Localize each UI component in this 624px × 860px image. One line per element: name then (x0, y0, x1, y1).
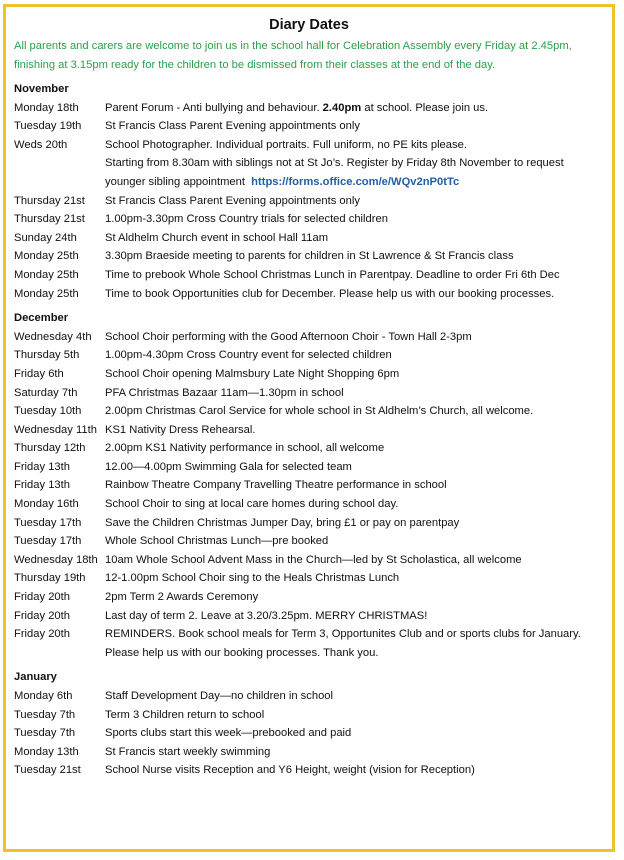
event-date: Monday 25th (14, 250, 79, 263)
event-text: Term 3 Children return to school (105, 708, 265, 721)
event-text: KS1 Nativity Dress Rehearsal. (105, 423, 256, 436)
section-heading-november: November (14, 83, 69, 95)
list-item (14, 402, 604, 421)
event-text: School Nurse visits Reception and Y6 Height, weight (vision for Reception) (105, 764, 475, 777)
event-text: Whole School Christmas Lunch—pre booked (105, 535, 329, 548)
event-text-part: Starting from 8.30am with siblings not at St Jo’s. Register by Friday 8th November to request younger sibling appointment (105, 157, 564, 188)
event-text: Last day of term 2. Leave at 3.20/3.25pm. MERRY CHRISTMAS! (105, 609, 428, 622)
list-item (14, 229, 604, 248)
list-item (14, 476, 604, 495)
section-heading-january: January (14, 671, 57, 684)
list-item (14, 266, 604, 285)
event-date: Tuesday 17th (14, 535, 82, 548)
event-text: Save the Children Christmas Jumper Day, bring £1 or pay on parentpay (105, 516, 460, 529)
event-date: Monday 25th (14, 287, 79, 300)
event-text: St Francis Class Parent Evening appointments only (105, 120, 360, 133)
event-text: 2.00pm KS1 Nativity performance in school, all welcome (105, 442, 385, 455)
event-time-bold: 2.40pm (322, 101, 362, 114)
event-date: Tuesday 7th (14, 708, 76, 721)
event-text: St Francis start weekly swimming (105, 745, 271, 758)
event-text: Time to prebook Whole School Christmas Lunch in Parentpay. Deadline to order Fri 6th Dec (105, 268, 560, 281)
event-date: Tuesday 7th (14, 727, 76, 740)
event-date: Friday 20th (14, 628, 70, 641)
event-text: Staff Development Day—no children in school (105, 690, 334, 702)
event-date: Thursday 5th (14, 349, 80, 362)
event-text: 12-1.00pm School Choir sing to the Heals Christmas Lunch (105, 572, 400, 585)
event-date: Thursday 21st (14, 213, 85, 226)
list-item (14, 588, 604, 607)
list-item (14, 136, 604, 192)
event-date: Friday 20th (14, 591, 70, 604)
list-item (14, 551, 604, 570)
event-date: Friday 13th (14, 460, 70, 473)
list-item (14, 514, 604, 533)
event-text: School Choir performing with the Good Afternoon Choir - Town Hall 2-3pm (105, 330, 472, 343)
booking-link[interactable]: https://forms.office.com/e/WQv2nP0tTc (251, 175, 460, 188)
list-item (14, 625, 604, 662)
list-item (14, 495, 604, 514)
event-text: Rainbow Theatre Company Travelling Theatre performance in school (105, 479, 447, 492)
event-date: Wednesday 4th (14, 330, 92, 343)
event-text: St Francis Class Parent Evening appointments only (105, 194, 360, 207)
event-text-part: Parent Forum - Anti bullying and behaviour. (105, 101, 323, 114)
page-title: Diary Dates (269, 17, 349, 33)
diary-frame (3, 4, 615, 852)
list-item (14, 421, 604, 440)
list-item (14, 743, 604, 762)
list-item (14, 724, 604, 743)
list-item (14, 569, 604, 588)
event-date: Wednesday 11th (14, 423, 97, 436)
event-date: Monday 6th (14, 690, 73, 702)
event-date: Friday 20th (14, 609, 70, 622)
event-text: Sports clubs start this week—prebooked and paid (105, 727, 352, 740)
event-date: Monday 13th (14, 745, 79, 758)
list-item (14, 365, 604, 384)
event-text: St Aldhelm Church event in school Hall 11am (105, 231, 329, 244)
event-date: Monday 16th (14, 498, 79, 511)
diary-content (14, 7, 604, 780)
event-text: 2.00pm Christmas Carol Service for whole school in St Aldhelm’s Church, all welcome. (105, 405, 534, 418)
list-item (14, 439, 604, 458)
list-item (14, 346, 604, 365)
list-item (14, 607, 604, 626)
event-date: Monday 25th (14, 268, 79, 281)
event-text: 12.00—4.00pm Swimming Gala for selected team (105, 460, 352, 473)
event-date: Friday 13th (14, 479, 70, 492)
event-text: 3.30pm Braeside meeting to parents for children in St Lawrence & St Francis class (105, 250, 514, 263)
list-item (14, 761, 604, 780)
list-item (14, 687, 604, 706)
list-item (14, 117, 604, 136)
event-date: Tuesday 10th (14, 405, 82, 418)
event-date: Weds 20th (14, 138, 68, 151)
event-text-line: School Photographer. Individual portraits. Full uniform, no PE kits please. (105, 138, 467, 151)
list-item (14, 285, 604, 304)
event-text: 1.00pm-4.30pm Cross Country event for selected children (105, 349, 392, 362)
event-date: Sunday 24th (14, 231, 77, 244)
event-date: Tuesday 19th (14, 120, 82, 133)
list-item (14, 706, 604, 725)
section-heading-december: December (14, 312, 69, 325)
list-item (14, 247, 604, 266)
event-text: PFA Christmas Bazaar 11am—1.30pm in school (105, 386, 344, 399)
event-text: 1.00pm-3.30pm Cross Country trials for selected children (105, 213, 388, 226)
event-text: REMINDERS. Book school meals for Term 3, Opportunites Club and or sports clubs for January. Please help us with our booking processes. Thank you. (105, 628, 581, 659)
event-date: Saturday 7th (14, 386, 78, 399)
list-item (14, 192, 604, 211)
event-text-part: at school. Please join us. (361, 101, 489, 114)
list-item (14, 532, 604, 551)
event-date: Tuesday 21st (14, 764, 81, 777)
event-date: Thursday 19th (14, 572, 86, 585)
event-date: Wednesday 18th (14, 553, 98, 566)
intro-text: All parents and carers are welcome to join us in the school hall for Celebration Assembly every Friday at 2.45pm, finishing at 3.15pm ready for the children to be dismissed from their classes at the end of the day. (14, 40, 572, 71)
event-text (105, 136, 604, 192)
list-item (14, 384, 604, 403)
event-date: Friday 6th (14, 367, 64, 380)
event-date: Monday 18th (14, 101, 79, 114)
event-text: School Choir to sing at local care homes during school day. (105, 498, 399, 511)
event-date: Thursday 12th (14, 442, 86, 455)
event-text: Time to book Opportunities club for December. Please help us with our booking processes. (105, 287, 555, 300)
event-date: Tuesday 17th (14, 516, 82, 529)
list-item (14, 328, 604, 347)
list-item (14, 458, 604, 477)
event-text (105, 99, 604, 118)
event-text: 2pm Term 2 Awards Ceremony (105, 591, 259, 604)
list-item (14, 99, 604, 118)
event-date: Thursday 21st (14, 194, 85, 207)
event-text: 10am Whole School Advent Mass in the Church—led by St Scholastica, all welcome (105, 553, 522, 566)
event-text: School Choir opening Malmsbury Late Night Shopping 6pm (105, 367, 400, 380)
list-item (14, 210, 604, 229)
